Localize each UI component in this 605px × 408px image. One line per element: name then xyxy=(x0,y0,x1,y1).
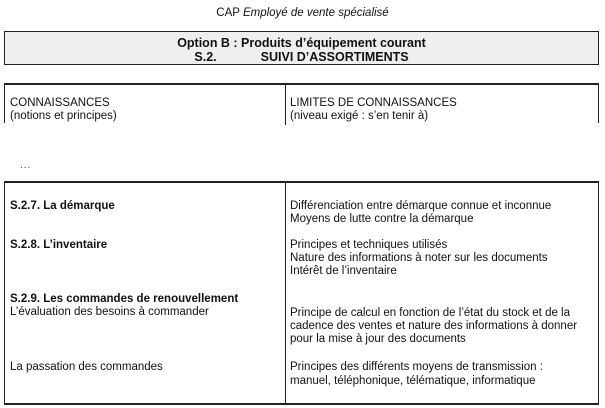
document-caption xyxy=(0,6,605,20)
row-inventaire-limit: Nature des informations à noter sur les documents xyxy=(290,252,548,264)
row-demarque-limit: Moyens de lutte contre la démarque xyxy=(290,213,474,225)
omitted-content-ellipsis: ... xyxy=(20,160,32,171)
row-commandes-passation: La passation des commandes xyxy=(10,361,163,373)
row-commandes-evaluation-limit: cadence des ventes et nature des informations à donner xyxy=(290,320,578,332)
row-inventaire-limit: Principes et techniques utilisés xyxy=(290,239,448,251)
caption-title: Employé de vente spécialisé xyxy=(242,7,389,19)
row-commandes-evaluation-limit: pour la mise à jour des documents xyxy=(290,333,466,345)
header-left-title: CONNAISSANCES xyxy=(10,97,110,109)
header-connaissances xyxy=(10,97,117,123)
header-right-title: LIMITES DE CONNAISSANCES xyxy=(290,97,457,109)
section-code: S.2. xyxy=(194,50,217,64)
row-demarque-title: S.2.7. La démarque xyxy=(10,200,115,212)
row-commandes-title: S.2.9. Les commandes de renouvellement xyxy=(10,293,239,305)
section-title: SUIVI D’ASSORTIMENTS xyxy=(260,50,409,64)
row-demarque-limit: Différenciation entre démarque connue et inconnue xyxy=(290,200,552,212)
row-commandes-evaluation-limit: Principe de calcul en fonction de l’état du stock et de la xyxy=(290,307,571,319)
section-banner xyxy=(4,31,599,65)
column-header-table xyxy=(4,83,599,123)
header-limites xyxy=(290,97,457,123)
row-commandes-evaluation: L’évaluation des besoins à commander xyxy=(10,306,209,318)
header-right-sub: (niveau exigé : s’en tenir à) xyxy=(290,110,429,122)
column-divider xyxy=(285,183,286,403)
header-left-sub: (notions et principes) xyxy=(10,110,117,122)
column-divider xyxy=(285,85,286,125)
row-inventaire-title: S.2.8. L’inventaire xyxy=(10,239,108,251)
row-commandes-passation-limit: manuel, téléphonique, télématique, informatique xyxy=(290,375,536,387)
row-inventaire-limit: Intérêt de l’inventaire xyxy=(290,265,397,277)
option-title: Option B : Produits d’équipement courant xyxy=(177,36,426,50)
content-table xyxy=(4,181,599,405)
caption-prefix: CAP xyxy=(216,7,240,19)
row-commandes-passation-limit: Principes des différents moyens de transmission : xyxy=(290,361,543,373)
section-heading xyxy=(5,50,598,64)
